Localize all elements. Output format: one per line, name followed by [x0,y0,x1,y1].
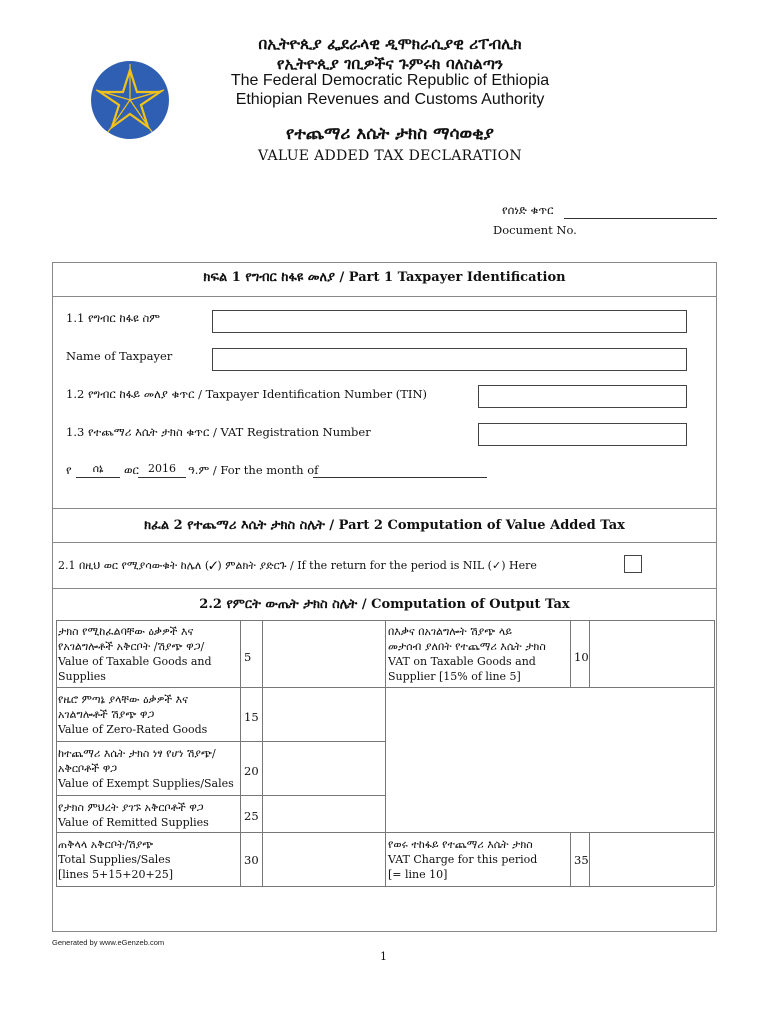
year-field[interactable]: 2016 [138,462,186,478]
divider [52,508,717,509]
line-number-25: 25 [244,809,259,823]
header-amharic-line2: የኢትዮጲያ ገቢዎችና ጉምሩክ ባለስልጣን [276,54,504,73]
line-number-30: 30 [244,853,259,867]
part1-title: ክፍል 1 የግብር ከፋዩ መለያ / Part 1 Taxpayer Identification [203,270,566,285]
row-total-supplies-label: ጠቅላላ አቅርቦት/ሽያጭ Total Supplies/Sales [lines 5+15+20+25] [58,838,173,881]
tin-label: 1.2 የግብር ከፋይ መለያ ቁጥር / Taxpayer Identification Number (TIN) [66,387,428,401]
table-border [714,620,715,886]
taxpayer-name-label-amharic: 1.1 የግብር ከፋዩ ስም [66,311,160,325]
row-exempt-label: ከተጨማሪ እሴት ታክስ ነፃ የሆነ ሽያጭ/ አቅርቦቶች ዋጋ Value of Exempt Supplies/Sales [58,747,234,790]
divider [52,542,717,543]
document-no-label-english: Document No. [493,223,577,237]
vat-registration-field[interactable] [478,423,687,446]
part2-title: ክፈል 2 የተጨማሪ እሴት ታክስ ስሌት / Part 2 Computation of Value Added Tax [144,518,625,533]
table-border [56,886,714,887]
row-vat-charge-label: የወሩ ተከፋይ የተጨማሪ እሴት ታክስ VAT Charge for this period [= line 10] [388,838,538,881]
table-border [56,620,57,886]
header-english-line1: The Federal Democratic Republic of Ethiopia [230,72,550,89]
year-suffix-label: ዓ.ም / For the month of [188,463,319,477]
document-no-field[interactable] [564,218,717,219]
line-number-10: 10 [574,650,589,664]
line-number-35: 35 [574,853,589,867]
table-border [570,832,571,886]
header-amharic-line1: በኢትዮጲያ ፌደራላዊ ዲሞክራሲያዊ ሪፐብሊክ [258,34,522,53]
title-english: VALUE ADDED TAX DECLARATION [258,148,522,164]
row-taxable-goods-label: ታክስ የሚከፈልባቸው ዕቃዎች እና የአገልግሎቶች አቅርቦት /ሽያጭ ዋጋ/ Value of Taxable Goods and Supplies [58,625,212,683]
line-number-15: 15 [244,710,259,724]
tin-field[interactable] [478,385,687,408]
vat-on-goods-value-field[interactable] [590,621,713,686]
nil-return-checkbox[interactable] [624,555,642,573]
page-number: 1 [380,950,387,963]
line-number-20: 20 [244,764,259,778]
taxable-goods-value-field[interactable] [263,621,384,686]
taxpayer-name-field-2[interactable] [212,348,687,371]
taxpayer-name-label-english: Name of Taxpayer [66,349,173,363]
month-prefix: የ [66,463,72,477]
header-english-line2: Ethiopian Revenues and Customs Authority [235,91,545,108]
vat-registration-label: 1.3 የተጨማሪ እሴት ታክስ ቁጥር / VAT Registration Number [66,425,371,439]
month-word: ወር [124,463,139,477]
divider [52,296,717,297]
line-number-5: 5 [244,650,252,664]
exempt-value-field[interactable] [263,742,384,794]
nil-return-label: 2.1 በዚህ ወር የሚያሳውቁት ከሌለ (✓) ምልክት ያድርጉ / If the return for the period is NIL (✓) Here [58,559,537,572]
total-supplies-value-field[interactable] [263,833,384,885]
row-remitted-label: የታክስ ምህረት ያገኙ አቅርቦቶች ዋጋ Value of Remitted Supplies [58,801,209,829]
table-border [385,620,386,886]
zero-rated-value-field[interactable] [263,688,384,740]
table-border [570,620,571,687]
document-no-label-amharic: የሰነድ ቁጥር [502,203,554,217]
taxpayer-name-field[interactable] [212,310,687,333]
remitted-value-field[interactable] [263,796,384,831]
row-zero-rated-label: የዜሮ ምጣኔ ያላቸው ዕቃዎች እና አገልግሎቶች ሽያጭ ዋጋ Value of Zero-Rated Goods [58,693,208,736]
month-field[interactable]: ሰኔ [76,462,120,478]
ethiopia-emblem-icon [90,60,170,140]
table-border [385,687,714,688]
title-amharic: የተጨማሪ እሴት ታክስ ማሳወቂያ [286,124,494,144]
generated-by-footer: Generated by www.eGenzeb.com [52,938,165,947]
row-vat-on-goods-label: በእቃና በአገልግሎት ሽያጭ ላይ መታሰብ ያለበት የተጨማሪ እሴት ታክስ VAT on Taxable Goods and Supplier [15% of line 5] [388,625,546,683]
output-tax-title: 2.2 የምርት ውጤት ታክስ ስሌት / Computation of Output Tax [199,597,570,612]
month-english-field[interactable] [313,462,487,478]
divider [52,588,717,589]
vat-charge-value-field[interactable] [590,833,713,885]
table-border [240,620,241,886]
